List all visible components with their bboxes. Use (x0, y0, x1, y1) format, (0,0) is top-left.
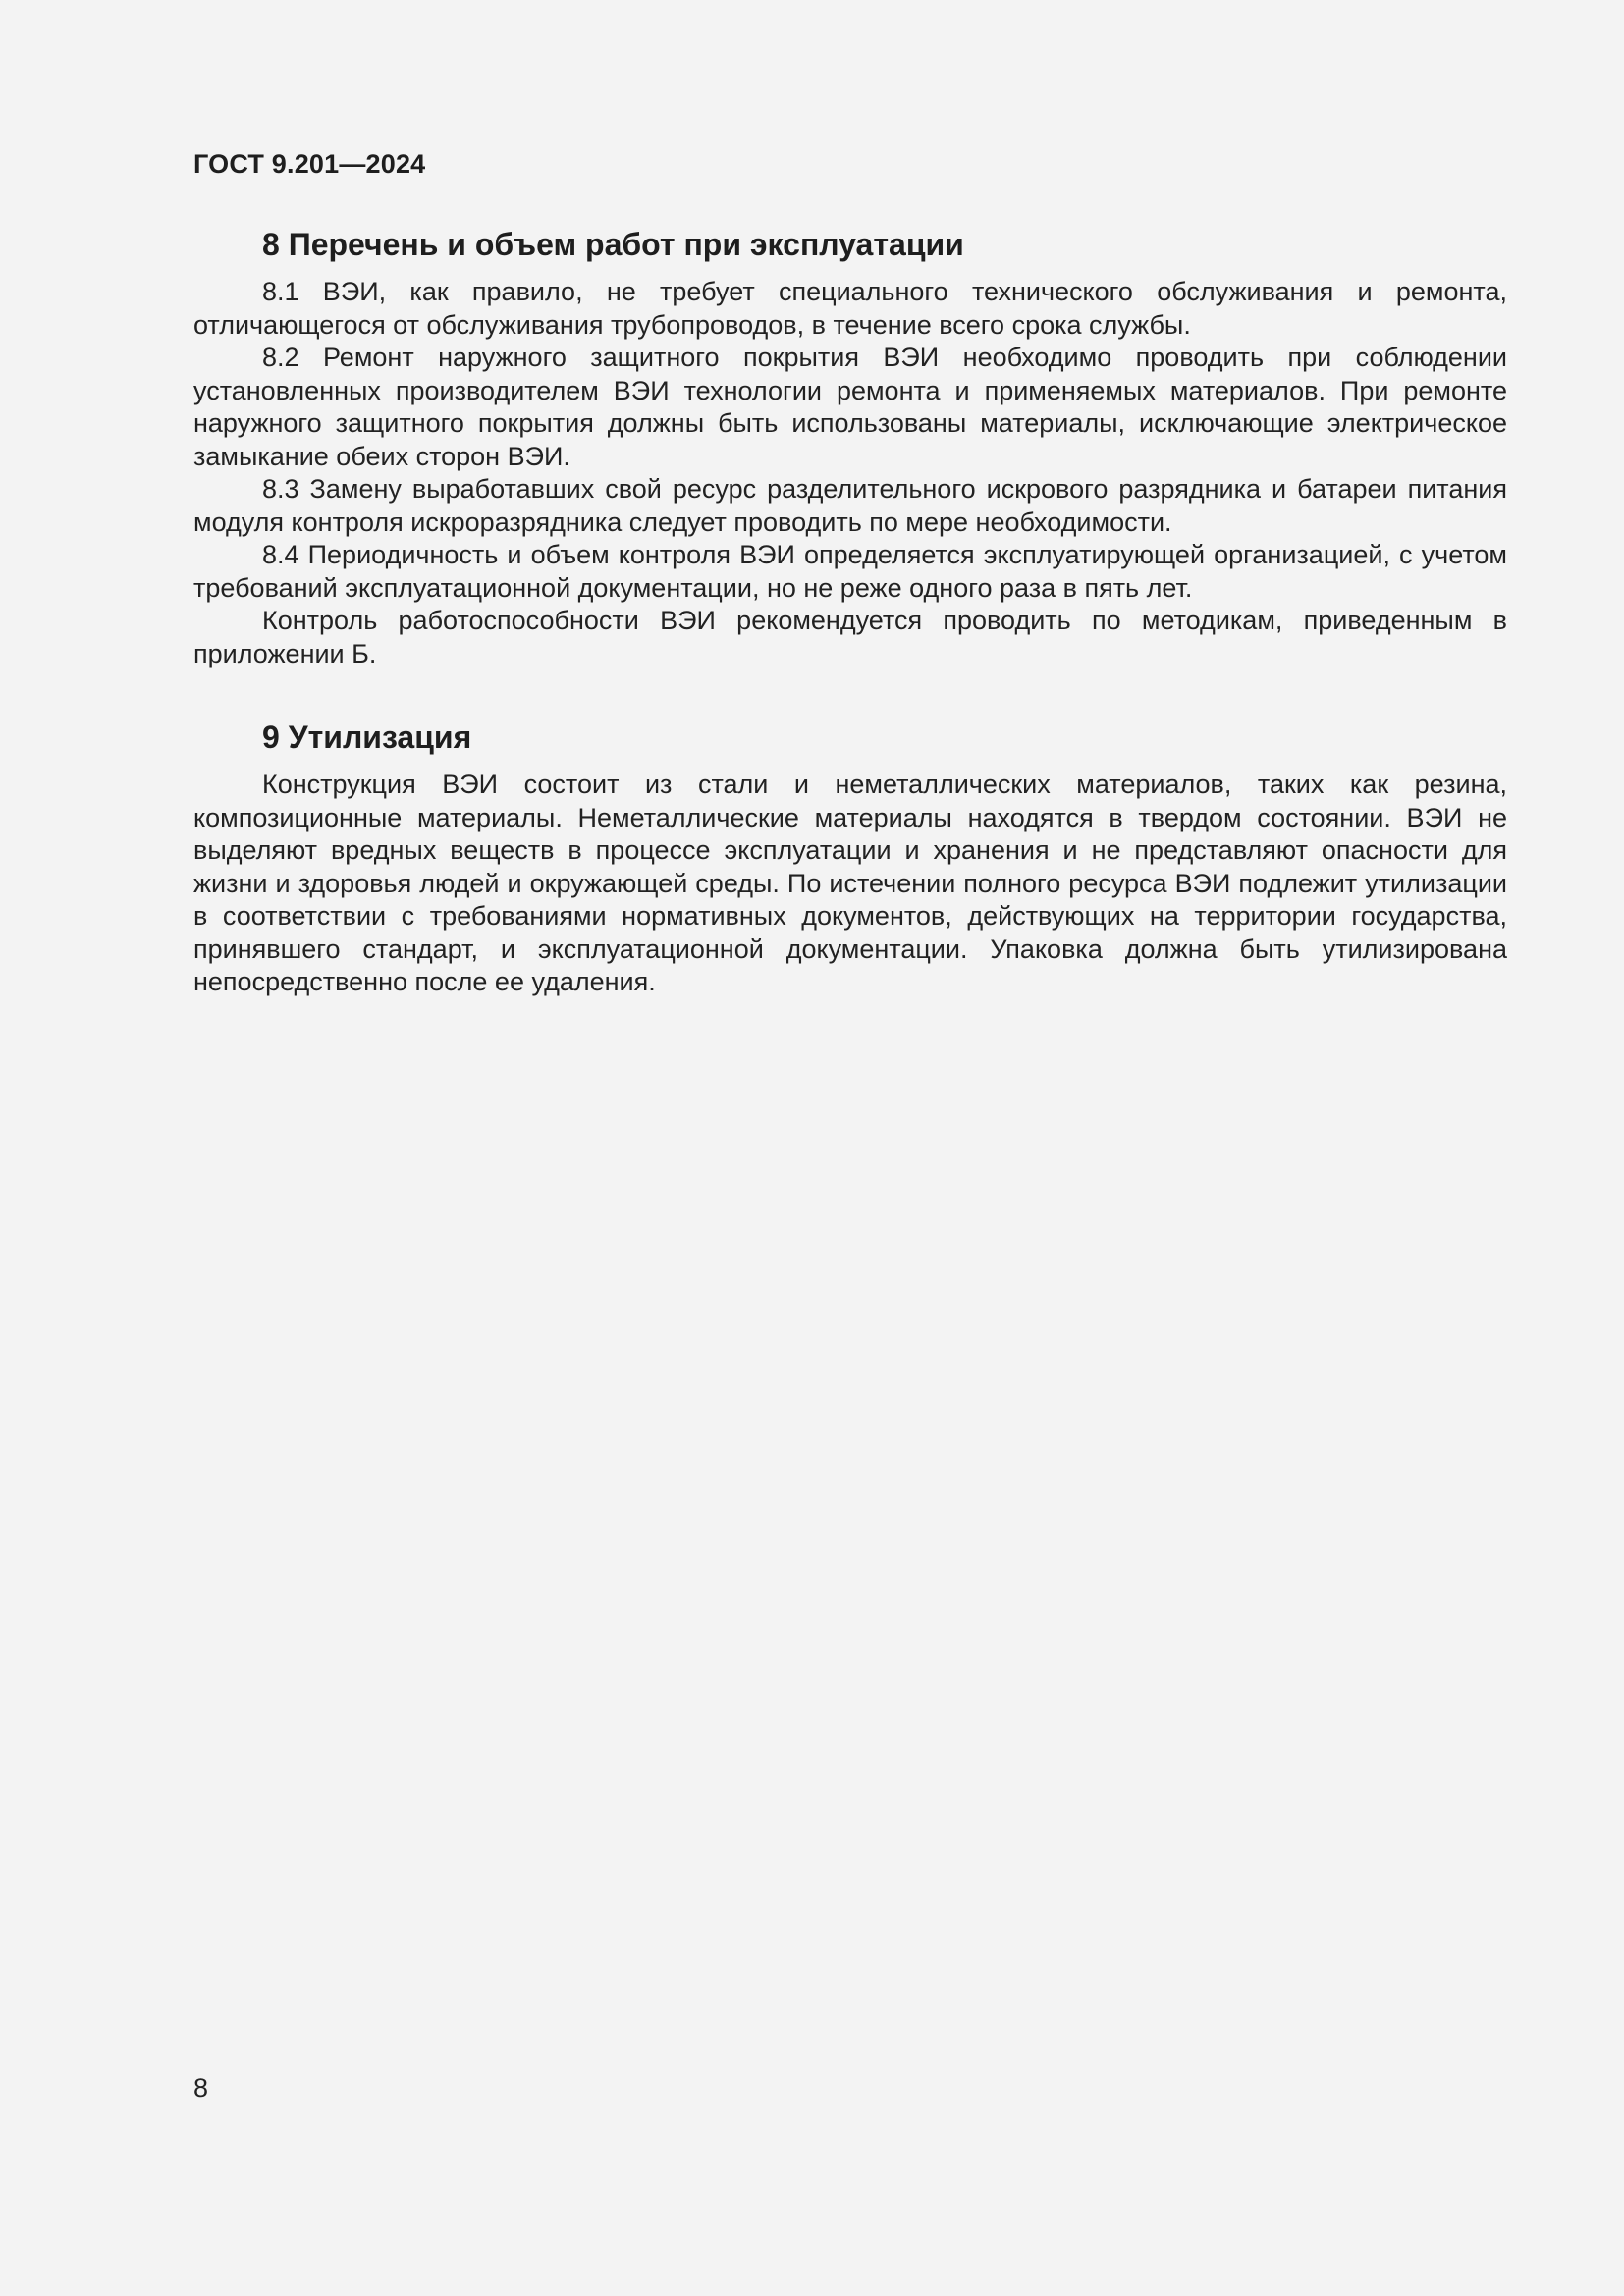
page-number: 8 (193, 2073, 209, 2103)
section-9-heading: 9 Утилизация (262, 720, 472, 755)
section-8 (193, 224, 1507, 670)
section-9 (193, 717, 1507, 999)
document-header-standard-id: ГОСТ 9.201—2024 (193, 149, 426, 179)
paragraph-8-4-control: Контроль работоспособности ВЭИ рекомендуется проводить по методикам, приведенным в приложении Б. (193, 606, 1507, 668)
paragraph-9-disposal: Конструкция ВЭИ состоит из стали и неметаллических материалов, таких как резина, композиционные материалы. Неметаллические материалы находятся в твердом состоянии. ВЭИ не выделяют вредных веществ в процессе эксплуатации и хранения и не представляют опасности для жизни и здоровья людей и окружающей среды. По истечении полного ресурса ВЭИ подлежит утилизации в соответствии с требованиями нормативных документов, действующих на территории государства, принявшего стандарт, и эксплуатационной документации. Упаковка должна быть утилизирована непосредственно после ее удаления. (193, 770, 1507, 996)
paragraph-8-2: 8.2 Ремонт наружного защитного покрытия ВЭИ необходимо проводить при соблюдении установленных производителем ВЭИ технологии ремонта и применяемых материалов. При ремонте наружного защитного покрытия должны быть использованы материалы, исключающие электрическое замыкание обеих сторон ВЭИ. (193, 343, 1507, 471)
paragraph-8-1: 8.1 ВЭИ, как правило, не требует специального технического обслуживания и ремонта, отличающегося от обслуживания трубопроводов, в течение всего срока службы. (193, 277, 1507, 340)
section-8-heading: 8 Перечень и объем работ при эксплуатации (262, 227, 964, 262)
paragraph-8-3: 8.3 Замену выработавших свой ресурс разделительного искрового разрядника и батареи питания модуля контроля искроразрядника следует проводить по мере необходимости. (193, 474, 1507, 537)
paragraph-8-4: 8.4 Периодичность и объем контроля ВЭИ определяется эксплуатирующей организацией, с учетом требований эксплуатационной документации, но не реже одного раза в пять лет. (193, 540, 1507, 603)
